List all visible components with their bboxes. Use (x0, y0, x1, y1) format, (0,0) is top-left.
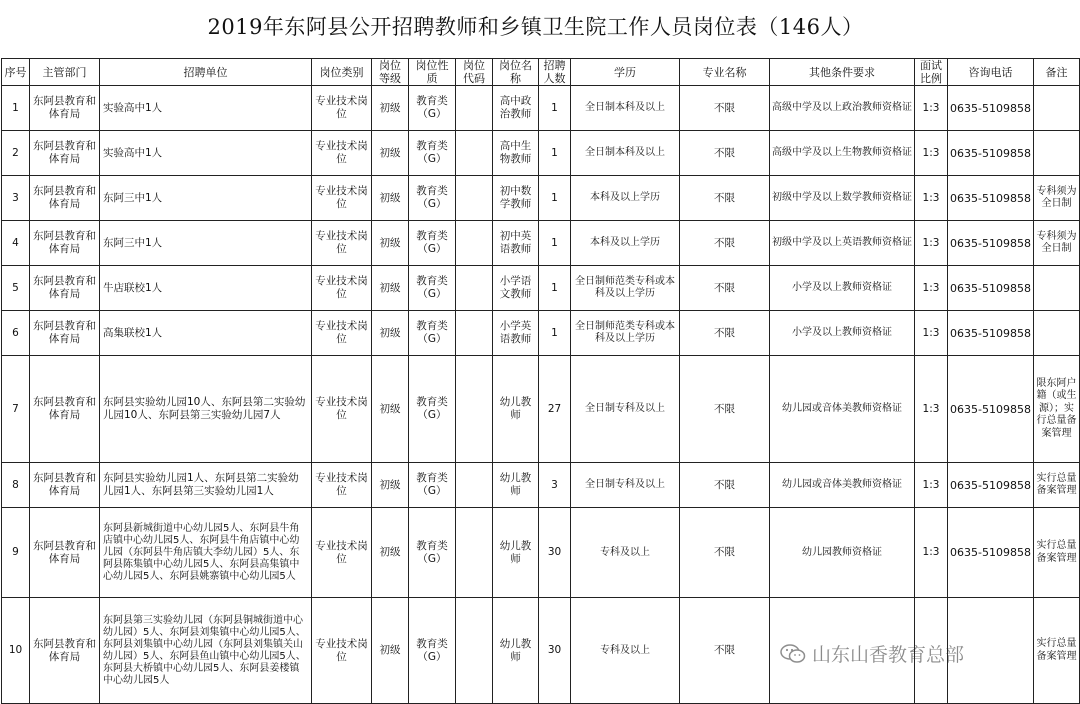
cell-level: 初级 (372, 176, 409, 221)
cell-no: 7 (2, 356, 30, 463)
cell-name: 初中英语教师 (493, 221, 539, 266)
watermark-text: 山东山香教育总部 (812, 644, 965, 666)
cell-cat: 专业技术岗位 (312, 176, 372, 221)
cell-edu: 专科及以上 (571, 598, 680, 704)
cell-note (1034, 86, 1080, 131)
cell-nature: 教育类（G） (409, 131, 456, 176)
cell-cat: 专业技术岗位 (312, 508, 372, 598)
cell-num: 1 (539, 86, 571, 131)
cell-name: 小学英语教师 (493, 311, 539, 356)
cell-nature: 教育类（G） (409, 221, 456, 266)
header-num: 招聘人数 (539, 59, 571, 86)
cell-code (456, 176, 493, 221)
header-major: 专业名称 (680, 59, 770, 86)
cell-cond: 幼儿园或音体美教师资格证 (770, 463, 915, 508)
cell-cond: 幼儿园教师资格证 (770, 508, 915, 598)
cell-name: 幼儿教师 (493, 463, 539, 508)
cell-dept: 东阿县教育和体育局 (30, 86, 100, 131)
cell-edu: 全日制本科及以上 (571, 131, 680, 176)
cell-num: 1 (539, 311, 571, 356)
cell-num: 27 (539, 356, 571, 463)
cell-ratio: 1:3 (915, 131, 948, 176)
table-row (2, 463, 1080, 508)
cell-ratio: 1:3 (915, 508, 948, 598)
cell-ratio: 1:3 (915, 221, 948, 266)
cell-no: 9 (2, 508, 30, 598)
header-ratio: 面试比例 (915, 59, 948, 86)
cell-name: 初中数学教师 (493, 176, 539, 221)
cell-edu: 本科及以上学历 (571, 221, 680, 266)
cell-num: 1 (539, 131, 571, 176)
cell-cat: 专业技术岗位 (312, 463, 372, 508)
cell-edu: 专科及以上 (571, 508, 680, 598)
cell-major: 不限 (680, 463, 770, 508)
cell-unit: 东阿三中1人 (100, 176, 312, 221)
cell-code (456, 266, 493, 311)
header-cond: 其他条件要求 (770, 59, 915, 86)
cell-no: 4 (2, 221, 30, 266)
cell-note: 实行总量备案管理 (1034, 598, 1080, 704)
cell-name: 幼儿教师 (493, 598, 539, 704)
cell-num: 30 (539, 508, 571, 598)
cell-major: 不限 (680, 356, 770, 463)
cell-cat: 专业技术岗位 (312, 86, 372, 131)
cell-level: 初级 (372, 86, 409, 131)
table-row (2, 176, 1080, 221)
header-phone: 咨询电话 (948, 59, 1034, 86)
cell-num: 30 (539, 598, 571, 704)
cell-unit: 牛店联校1人 (100, 266, 312, 311)
cell-num: 1 (539, 266, 571, 311)
cell-level: 初级 (372, 131, 409, 176)
cell-nature: 教育类（G） (409, 463, 456, 508)
table-body (2, 86, 1080, 704)
cell-note: 限东阿户籍（或生源）；实行总量备案管理 (1034, 356, 1080, 463)
cell-major: 不限 (680, 311, 770, 356)
cell-edu: 全日制师范类专科或本科及以上学历 (571, 311, 680, 356)
table-row (2, 508, 1080, 598)
cell-ratio: 1:3 (915, 311, 948, 356)
cell-unit: 东阿县实验幼儿园10人、东阿县第二实验幼儿园10人、东阿县第三实验幼儿园7人 (100, 356, 312, 463)
cell-phone: 0635-5109858 (948, 356, 1034, 463)
cell-cat: 专业技术岗位 (312, 598, 372, 704)
cell-name: 幼儿教师 (493, 356, 539, 463)
cell-unit: 东阿县第三实验幼儿园（东阿县铜城街道中心幼儿园）5人、东阿县刘集镇中心幼儿园5人、东阿县刘集镇中心幼儿园（东阿县刘集镇关山幼儿园）5人、东阿县鱼山镇中心幼儿园5人、东阿县大桥镇中心幼儿园5人、东阿县姜楼镇中心幼儿园5人 (100, 598, 312, 704)
cell-cond: 初级中学及以上英语教师资格证 (770, 221, 915, 266)
header-edu: 学历 (571, 59, 680, 86)
cell-level: 初级 (372, 311, 409, 356)
cell-no: 6 (2, 311, 30, 356)
cell-ratio: 1:3 (915, 266, 948, 311)
cell-code (456, 131, 493, 176)
header-note: 备注 (1034, 59, 1080, 86)
cell-note: 实行总量备案管理 (1034, 463, 1080, 508)
cell-level: 初级 (372, 463, 409, 508)
cell-nature: 教育类（G） (409, 598, 456, 704)
cell-phone: 0635-5109858 (948, 463, 1034, 508)
cell-cond: 幼儿园或音体美教师资格证 (770, 356, 915, 463)
cell-cat: 专业技术岗位 (312, 311, 372, 356)
cell-ratio: 1:3 (915, 463, 948, 508)
cell-unit: 东阿县实验幼儿园1人、东阿县第二实验幼儿园1人、东阿县第三实验幼儿园1人 (100, 463, 312, 508)
cell-cond (770, 598, 915, 704)
cell-nature: 教育类（G） (409, 356, 456, 463)
cell-major: 不限 (680, 131, 770, 176)
cell-cond: 小学及以上教师资格证 (770, 266, 915, 311)
cell-dept: 东阿县教育和体育局 (30, 311, 100, 356)
cell-name: 高中政治教师 (493, 86, 539, 131)
page-title: 2019年东阿县公开招聘教师和乡镇卫生院工作人员岗位表（146人） (207, 15, 864, 39)
cell-major: 不限 (680, 176, 770, 221)
table-header-row (2, 59, 1080, 86)
header-cat: 岗位类别 (312, 59, 372, 86)
cell-code (456, 356, 493, 463)
table-row (2, 266, 1080, 311)
cell-dept: 东阿县教育和体育局 (30, 266, 100, 311)
cell-phone: 0635-5109858 (948, 176, 1034, 221)
cell-cond: 小学及以上教师资格证 (770, 311, 915, 356)
cell-no: 2 (2, 131, 30, 176)
cell-level: 初级 (372, 266, 409, 311)
cell-cond: 高级中学及以上政治教师资格证 (770, 86, 915, 131)
cell-dept: 东阿县教育和体育局 (30, 131, 100, 176)
cell-cond: 初级中学及以上数学教师资格证 (770, 176, 915, 221)
cell-phone: 0635-5109858 (948, 86, 1034, 131)
header-name: 岗位名称 (493, 59, 539, 86)
cell-level: 初级 (372, 356, 409, 463)
cell-no: 10 (2, 598, 30, 704)
cell-dept: 东阿县教育和体育局 (30, 221, 100, 266)
cell-dept: 东阿县教育和体育局 (30, 463, 100, 508)
cell-phone (948, 598, 1034, 704)
cell-unit: 东阿三中1人 (100, 221, 312, 266)
cell-major: 不限 (680, 266, 770, 311)
table-row (2, 221, 1080, 266)
header-unit: 招聘单位 (100, 59, 312, 86)
cell-dept: 东阿县教育和体育局 (30, 176, 100, 221)
table-row (2, 311, 1080, 356)
cell-note (1034, 311, 1080, 356)
cell-phone: 0635-5109858 (948, 266, 1034, 311)
cell-note (1034, 131, 1080, 176)
cell-phone: 0635-5109858 (948, 221, 1034, 266)
cell-major: 不限 (680, 221, 770, 266)
cell-no: 1 (2, 86, 30, 131)
cell-code (456, 463, 493, 508)
cell-name: 小学语文教师 (493, 266, 539, 311)
cell-nature: 教育类（G） (409, 176, 456, 221)
header-code: 岗位代码 (456, 59, 493, 86)
cell-code (456, 508, 493, 598)
table-row (2, 598, 1080, 704)
cell-unit: 实验高中1人 (100, 86, 312, 131)
cell-no: 5 (2, 266, 30, 311)
cell-name: 高中生物教师 (493, 131, 539, 176)
cell-phone: 0635-5109858 (948, 311, 1034, 356)
cell-code (456, 221, 493, 266)
cell-note (1034, 266, 1080, 311)
cell-code (456, 598, 493, 704)
cell-code (456, 86, 493, 131)
cell-no: 8 (2, 463, 30, 508)
cell-edu: 本科及以上学历 (571, 176, 680, 221)
cell-cat: 专业技术岗位 (312, 266, 372, 311)
job-table (1, 58, 1080, 704)
cell-level: 初级 (372, 508, 409, 598)
cell-nature: 教育类（G） (409, 266, 456, 311)
cell-cat: 专业技术岗位 (312, 356, 372, 463)
cell-no: 3 (2, 176, 30, 221)
cell-major: 不限 (680, 598, 770, 704)
cell-dept: 东阿县教育和体育局 (30, 356, 100, 463)
cell-nature: 教育类（G） (409, 86, 456, 131)
cell-unit: 实验高中1人 (100, 131, 312, 176)
cell-ratio: 1:3 (915, 176, 948, 221)
cell-edu: 全日制专科及以上 (571, 463, 680, 508)
table-row (2, 86, 1080, 131)
cell-name: 幼儿教师 (493, 508, 539, 598)
header-level: 岗位等级 (372, 59, 409, 86)
cell-major: 不限 (680, 86, 770, 131)
cell-note: 专科须为全日制 (1034, 176, 1080, 221)
cell-unit: 东阿县新城街道中心幼儿园5人、东阿县牛角店镇中心幼儿园5人、东阿县牛角店镇中心幼儿园（东阿县牛角店镇大李幼儿园）5人、东阿县陈集镇中心幼儿园5人、东阿县高集镇中心幼儿园5人、东阿县姚寨镇中心幼儿园5人 (100, 508, 312, 598)
cell-edu: 全日制专科及以上 (571, 356, 680, 463)
cell-num: 1 (539, 221, 571, 266)
cell-level: 初级 (372, 221, 409, 266)
cell-dept: 东阿县教育和体育局 (30, 598, 100, 704)
cell-cat: 专业技术岗位 (312, 131, 372, 176)
cell-cond: 高级中学及以上生物教师资格证 (770, 131, 915, 176)
cell-level: 初级 (372, 598, 409, 704)
cell-num: 3 (539, 463, 571, 508)
cell-dept: 东阿县教育和体育局 (30, 508, 100, 598)
cell-code (456, 311, 493, 356)
header-dept: 主管部门 (30, 59, 100, 86)
cell-ratio: 1:3 (915, 356, 948, 463)
cell-unit: 高集联校1人 (100, 311, 312, 356)
cell-nature: 教育类（G） (409, 311, 456, 356)
cell-phone: 0635-5109858 (948, 131, 1034, 176)
cell-nature: 教育类（G） (409, 508, 456, 598)
cell-note: 专科须为全日制 (1034, 221, 1080, 266)
table-row (2, 131, 1080, 176)
cell-edu: 全日制本科及以上 (571, 86, 680, 131)
cell-ratio: 1:3 (915, 86, 948, 131)
cell-ratio (915, 598, 948, 704)
cell-major: 不限 (680, 508, 770, 598)
header-nature: 岗位性质 (409, 59, 456, 86)
header-no: 序号 (2, 59, 30, 86)
cell-phone: 0635-5109858 (948, 508, 1034, 598)
cell-num: 1 (539, 176, 571, 221)
cell-edu: 全日制师范类专科或本科及以上学历 (571, 266, 680, 311)
cell-cat: 专业技术岗位 (312, 221, 372, 266)
table-row (2, 356, 1080, 463)
cell-note: 实行总量备案管理 (1034, 508, 1080, 598)
